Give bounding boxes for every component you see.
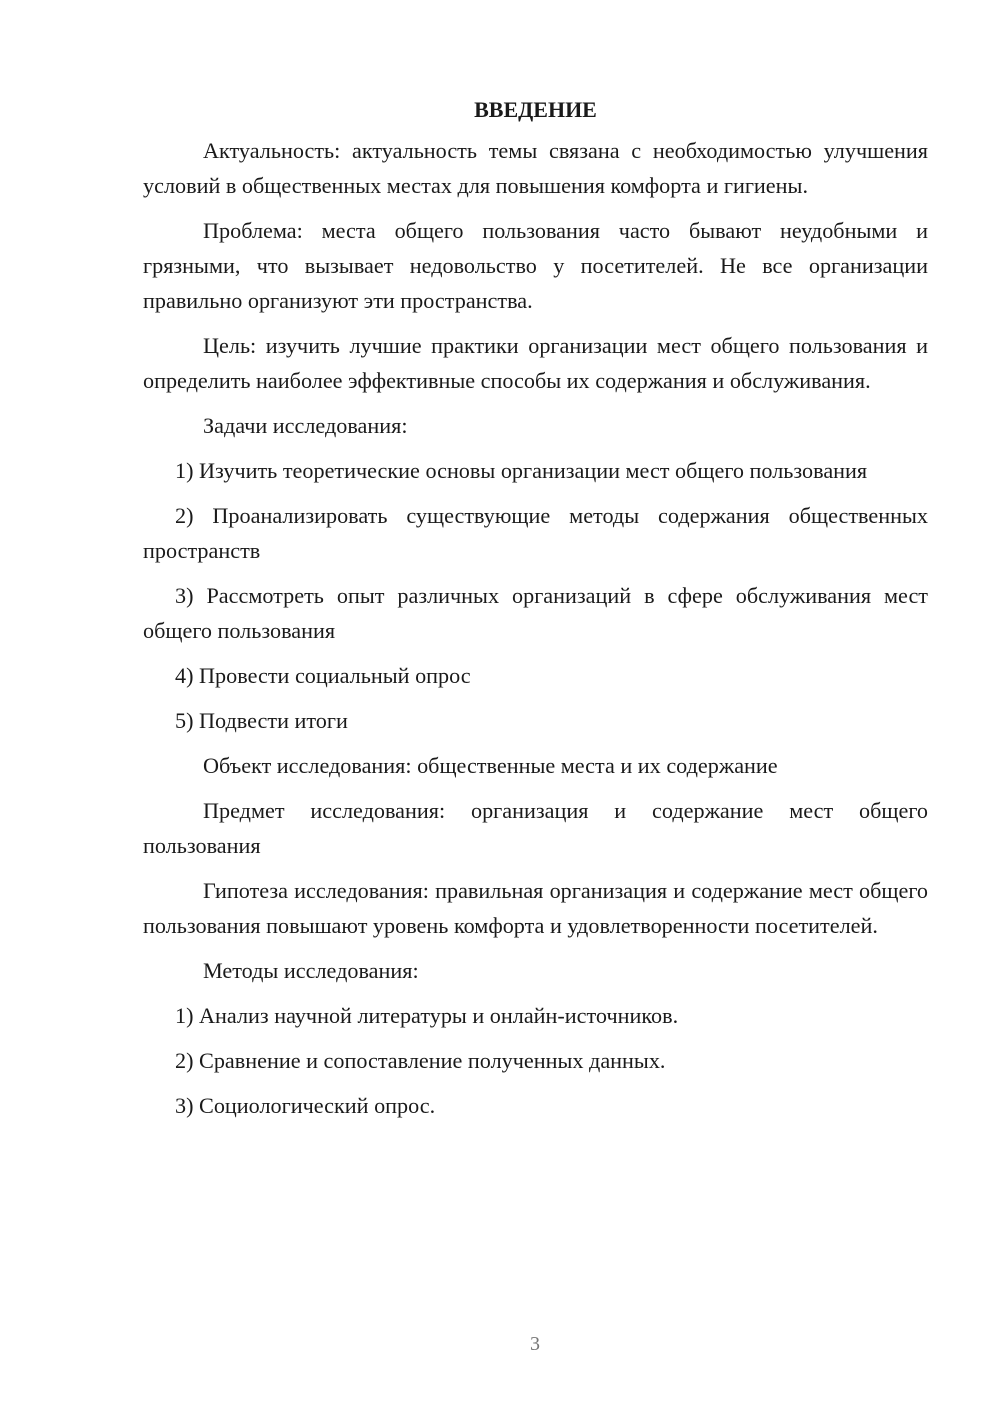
task-item-2: 2) Проанализировать существующие методы содержания общественных пространств bbox=[143, 503, 928, 563]
method-item-2: 2) Сравнение и сопоставление полученных данных. bbox=[175, 1048, 666, 1073]
method-item-3: 3) Социологический опрос. bbox=[175, 1093, 436, 1118]
page-number: 3 bbox=[530, 1333, 540, 1355]
relevance-paragraph: Актуальность: актуальность темы связана с необходимостью улучшения условий в общественных местах для повышения комфорта и гигиены. bbox=[143, 138, 928, 198]
task-item-1: 1) Изучить теоретические основы организации мест общего пользования bbox=[175, 458, 868, 483]
problem-paragraph: Проблема: места общего пользования часто бывают неудобными и грязными, что вызывает недовольство у посетителей. Не все организации правильно организуют эти пространства. bbox=[143, 218, 928, 313]
subject-paragraph: Предмет исследования: организация и содержание мест общего пользования bbox=[143, 798, 928, 858]
goal-paragraph: Цель: изучить лучшие практики организации мест общего пользования и определить наиболее эффективные способы их содержания и обслуживания. bbox=[143, 333, 928, 393]
tasks-heading: Задачи исследования: bbox=[203, 413, 408, 438]
method-item-1: 1) Анализ научной литературы и онлайн-источников. bbox=[175, 1003, 679, 1028]
methods-heading: Методы исследования: bbox=[203, 958, 419, 983]
section-title: ВВЕДЕНИЕ bbox=[474, 97, 597, 122]
document-page bbox=[143, 92, 928, 1133]
task-item-5: 5) Подвести итоги bbox=[175, 708, 348, 733]
task-item-3: 3) Рассмотреть опыт различных организаций в сфере обслуживания мест общего пользования bbox=[143, 583, 928, 643]
object-paragraph: Объект исследования: общественные места и их содержание bbox=[203, 753, 778, 778]
hypothesis-paragraph: Гипотеза исследования: правильная организация и содержание мест общего пользования повышают уровень комфорта и удовлетворенности посетителей. bbox=[143, 878, 928, 938]
task-item-4: 4) Провести социальный опрос bbox=[175, 663, 471, 688]
